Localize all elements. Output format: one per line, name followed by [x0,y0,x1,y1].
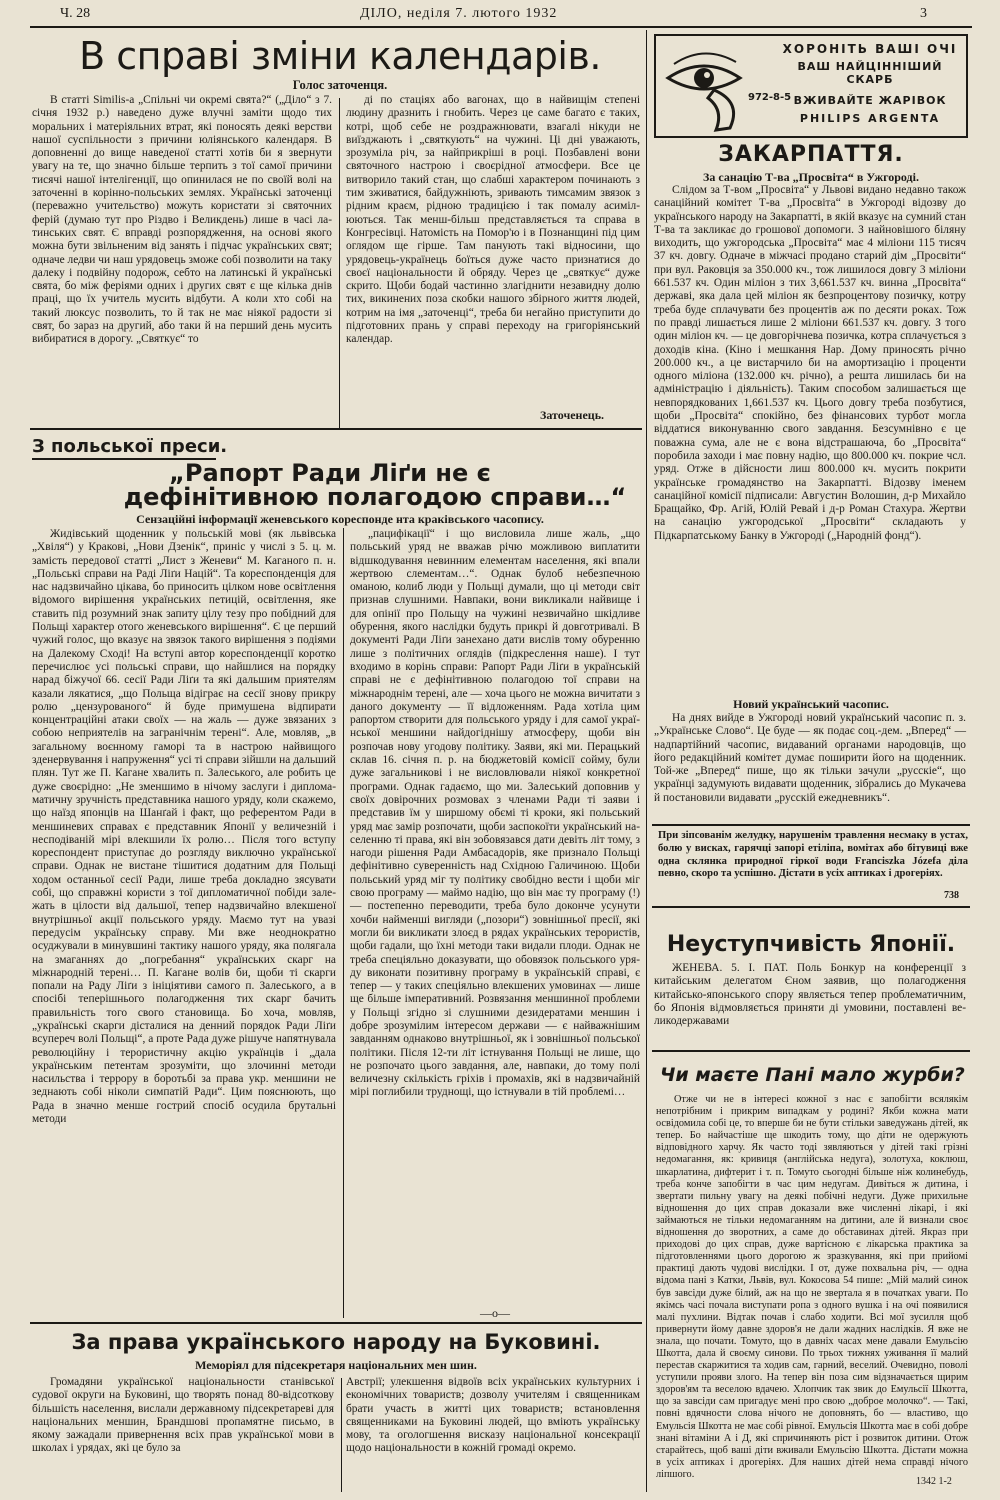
zakarpattia-title: ЗАКАРПАТТЯ. [718,142,904,167]
right-rule-3 [652,1050,970,1052]
scott-ad-code: 1342 1-2 [916,1476,952,1487]
league-article-title-line2: дефінітивною полагодою справи…“ [123,483,627,511]
philips-ad-line1: ХОРОНІТЬ ВАШІ ОЧІ [782,42,958,56]
right-rule-2 [652,906,970,908]
scott-ad-title: Чи маєте Пані мало журби? [660,1064,965,1086]
calendar-article-col1: В статті Similis-а „Спільні чи окремі свята?“ („Діло“ з 7. січня 1932 р.) наведено дуже влучні заміти щодо тих моральних і матеріяльних втрат, які поносять деякі верстви нашої суспільности з причини юліянського календаря. В доповненні до вище наведеної статті хотів би я звернути увагу на те, що значно більше терпить з тої самої причини тисячі нашої інтелігенції, що опинилася не по своїй волі на заточенні в корінно-польських землях. Українські заточенці (переважно учительство) можуть користати зі святочних ферій (думаю тут про Різдво і Великдень) лише в часі латинських свят. Є вправді розпорядження, на основі якого можна бути звільненим від занять і підчас українських свят; одначе ледви чи наш урядовець зможе собі позволити на таку далеку і подвійну подорож, себто на латинські й українські свята, бо між феріями одних і других свят є ще кілька днів праці, що їх учитель мусить відбути. А коли хто собі на такий люксус позволить, то й так не має ніякої радости зі свят, бо зараз на другий, або таки й на перший день мусить вибиратися в дорогу. „Святкує“ то [32,94,332,346]
zakarpattia-sub2: Новий український часопис. [733,697,889,711]
zakarpattia-body2: На днях вийде в Ужгороді новий український часопис п. з. „Українське Слово“. Це буде — як подає соц.-дем. „Вперед“ — надпартійний часопис, видаваний органами народовців, що його редакційний комітет думає поширити його на щоденник. Той-же „Вперед“ пише, що як тільки зачули „русскіе“, що українці задумують видавати щоденник, зібрались до Мукачева й постановили видавати „русскій ежедневникъ“. [654,712,966,804]
section-rule-1 [30,428,642,430]
calendar-article-signature: Заточенець. [540,408,605,422]
philips-ad-line2: ВАШ НАЙЦІННІШИЙ СКАРБ [797,60,943,86]
calendar-article-title: В справі зміни календарів. [79,34,601,78]
philips-ad-line4: PHILIPS ARGENTA [799,112,941,125]
league-article-subtitle: Сензаційні інформації женевського кореспонде нта краківського часопису. [136,512,544,526]
calendar-article-subtitle: Голос заточенця. [292,78,388,92]
franz-ad-code: 738 [944,890,959,901]
league-article-divider: —o— [480,1306,510,1320]
bukovina-article-col1: Громадяни української національности станівської судової округи на Буковині, що творять понад 80-відсоткову більшість населення, вислали державному підсекретареві для національних меншин, Брандшові пропамятне письмо, в якому зажадали привернення всіх прав української мови в школах і урядах, які це було за [32,1376,334,1455]
issue-number: Ч. 28 [60,6,91,21]
zakarpattia-subtitle: За санацію Т-ва „Просвіта“ в Ужгороді. [703,170,919,184]
japan-body: ЖЕНЕВА. 5. І. ПАТ. Поль Бонкур на конференції з китайським делегатом Єном заявив, що полагодження китайсько-японського спору являється тепер проблематичним, бо Японія відмовляється приняти ді умовини, поставлені великодержавами [654,962,966,1028]
eye-bulb-illustration [664,40,744,134]
bukovina-article-title: За права українського народу на Буковині. [71,1330,601,1354]
masthead: ДІЛО, неділя 7. лютого 1932 [360,6,558,21]
column-divider-bottom [341,1378,342,1492]
bukovina-article-subtitle: Меморіял для підсекретаря національних мен шин. [195,1358,477,1372]
philips-ad-line3: ВЖИВАЙТЕ ЖАРІВОК [793,94,947,107]
eye-icon [664,40,744,134]
right-rule-1 [652,824,970,826]
header-rule [30,26,972,28]
bukovina-article-col2: Австрії; улекшення відвоїв всіх українських культурних і економічних товариств; дозволу учителям і священникам брати участь в житті цих товариств; встановлення священниками на Буковині людей, що вміють українську мову, та огологшення висказу національної консекрації щодо національности в кожній громаді окремо. [346,1376,640,1455]
japan-title: Неуступчивість Японії. [666,932,956,957]
scott-ad-body: Отже чи не в інтересі кожної з нас є запобігти всялякім непотрібним і прикрим випадкам у родині? Якби кожна мати освідомила собі це, то вперше би не бути стільки заведужань дітей, як тепер. Бо найчастіше ще шкодить тому, що діти не одержують відповідного харчу. Як часто тоді зявляються у дітей такі грізні недомагання, як: кривиця (англійська недуга), золотуха, коклюш, шкарлатина, дифтерит і т. п. Томуто сьогодні більше ніж колинебудь, треба конче запобігти в час цим недугам. Дивіться ж дитина, і звертати пильну увагу на деякі побічні недуги. Дуже прихильне відношення до цих справ доказали вже численні лікарі, і які займаються не тільки недомаганням на дитини, але й визнали своє відношення до зворотних, а саме до обставинах дітей. Якраз при приходові до цих справ, дуже вартісною є лікарська практика за підготовленнями цього дорогою ж зразкування, які при прийомі практиці дають чудові вислідки. І от, дуже похвальна річ, — одна відома пані з Катки, Львів, вул. Кокосова 54 пише: „Мій малий синок був завсіди дуже білий, аж на що не звертала я в початках уваги. По якімсь часі почала виступати ропа з одного вушка і на очі появилися малі пухлини. Відтак почав і слабо ходити. Всі мої зусилля щоб привернути йому давне здоров'я не дали жадних наслідків. Я вже не знала, що почати. Томуто, що в давніх часах мене давали Емульсію Шкотта, дала й своєму синови. По трьох тижнях уживання її малий перестав скаржитися та ходив сам, гарний, веселий. Очевидно, поволі уступили прояви злого. На тепер він поза сим відзначається щирим здоров'ям та веселою вдачею. Хлопчик так звик до Емульсії Шкотта, що за завсіди сам пригадує мені про свою „доброе молочко“. — Такі, повні вдячности слова нічого не доповнять, бо — властиво, що Емульсія Шкотта не має собі рівної. Емульсія Шкотта має в собі добре знані вітаміни А і Д, які спричиняють ріст і розвиток дитини. Отож старайтесь, щоб ваші діти вживали Емульсію Шкотта. Дістати можна в усіх аптиках і дрогеріях. Для наших дітей нема справді нічого ліпшого. [656,1094,968,1480]
section-rule-2 [30,1322,642,1324]
polish-press-heading: З польської преси. [32,436,228,457]
column-divider-right [646,30,647,1492]
franz-ad-text: При зіпсованім желудку, нарушенім травлення несмаку в устах, болю у висках, гарячці запорі етіліпа, вомітах або бітувиці вже одна склянка природної гіркої води Franciszka Józefa діла певно, скоро та успішно. Дістати в усіх аптиках і дрогеріях. [658,830,968,880]
league-article-col1: Жидівський щоденник у польській мові (як львівська „Хвіля“) у Кракові, „Нови Дзенік“, приніс у числі з 5. ц. м. замість передової статті „Лист з Женеви“ М. Каганого п. н. „Польські справи на Раді Ліґи Націй“. Та кореспонденція для нас надзвичайно цікава, бо приносить цілком нове освітлення відомого вирішення українських петицій, освітлення, яке ставить під розумний знак запиту цілу тезу про побідний для Польщі характер отого женевського вирішення“. Є це перший чужий голос, що вказує на звязок такого вирішення з подіями на Далекому Сході! На вступі автор кореспонденції коротко перечислює усі польські справи, що найшлися на порядку нарад біжучої 66. сесії Ради Ліґи та які дальшим приятелям казали лякатися, „що Польща відіграє на сесії знову прикру ролю „цензурованого“ й буде примушена відпирати концентраційні атаки своїх — на жаль — дуже звязаних з собою неприятелів на загранічнім терені“. Але, мовляв, „в загальному воєнному гаморі та в настрою найвищого зденервування і напруження“ усі ті справи зійшли на дальший плян. Тут же П. Кагане хвалить п. Залеського, але робить це дуже своєрідно: „Не зменшимо в нічому заслуги і дипломаматичну зручність представника нашого уряду, коли скажемо, що наїзд японців на Шанґай і факт, що референтом Ради в меншиневих справах є представник Японії у величезній і несподіваній мірі влекшили їх ролю… Після того вступу кореспондент приступає до розгляду виключно української справи. Однак не вистане тішитися додатним для Польщі ходом останньої сесії Ради, лише треба докладно зясувати собі, що справжні користи з тої дипломатичної побіди залежать в цілости від дальшої, тепер надзвичайно влекшеної внутрішньої акції польського уряду. Маємо тут на увазі передусім українську справу. Ми вже неоднократно осуджували в минувшині тактику нашого уряду, яка полягала на змаганнях до „погребання“ українських скарг на міжнародній терені… П. Кагане волів би, щоби ті скарги попали на Раду Ліґи з ініціятиви самого п. Залеського, а в спосібі теперішнього полагодження тих скарг бачить правильність того свого становища. Бо хоча, мовляв, „українські скарги дісталися на денний порядок Ради Ліґи всупереч волі Польщі“, а проте Рада дуже рішуче напятнувала революційну і терористичну акцію українців і „дала українським петентам зрозуміти, що злочинні методи насильства і террору в боротьбі за права укр. меншини не зеднають собі ніколи симпатій Ради“. Цим пояснюють, що Рада в значно менше гострий спосіб осудила брутальні методи [32,528,336,1126]
column-divider-mid [343,528,344,1318]
league-article-title-line1: „Рапорт Ради Ліґи не є [169,459,491,487]
calendar-article-col2: ді по стаціях або вагонах, що в найвищім степені людину дразнить і гнобить. Через це саме багато є таких, котрі, щоб себе не роздражнювати, взагалі нікуди не виїзджають і „святкують“ на чужині. Ці дні уважають, зрозуміла річ, за найприкріші в році. Позбавлені вони святочного настрою і своєрідної атмосфери. Все це витворило такий стан, що слабші характером починають з тим зживатися, байдужніють, зривають тимсамим звязок з рідним краєм, рідною традицією і так помалу асимілюються. Так менш-більш представляється та справа в Конгресівці. Натомість на Помор'ю і в Познанщині під цим оглядом ще гірше. Там панують такі відносини, що урядовець-українець боїться дуже часто признатися до своєї національности й обряду. Через це „святкує“ дуже скрито. Щоби бодай частинно злагіднити незавидну долю тих, викинених поза скобки нашого збірного життя людей, котрим на імя „заточенці“, треба би негайно приступити до підготовних прань у справі переходу на григоріянський календар. [346,94,640,346]
column-divider-top [339,98,340,428]
league-article-col2: „пацифікації“ і що висловила лише жаль, „що польський уряд не вважав річю можливою виплатити відшкодування невинним елементам населення, які впали жертвою слементам…“. Однак булоб небезпечною оманою, колиб люди у Польщі думали, що ці методи світ признав слушними. Навпаки, вони викликали найвище і для опінії про Польщу на чужині незвичайно шкідливе обурення, якого наслідки будуть прикрі й довготривалі. В документі Ради Ліґи занехано дати вислів тому обуренню лише з політичних оглядів (підкреслення наше). І тут входимо в корінь справи: Рапорт Ради Ліґи в українській справі не є дефінітивною полагодою тої справи на міжнароднім терені, але — хоча цього не можна вичитати з даного документу — її відложенням. Рада хотіла цим рапортом створити для польського уряду і для самої української меншини найдогіднішу атмосферу, щоби він розпочав нову угодову політику. Заяви, які ми. Перацький склав 16. січня п. р. на бюджетовій комісії сойму, були дуже загальникові і не висловлювали ніякої конкретної програми. Однак гадаємо, що ми. Залеський доповнив у своїх довірочних розмовах з членами Ради ті заяви і представив їм у ширшому обємі ті кроки, які польський уряд має замір розпочати, щоби заспокоїти український населенню ті права, які він зобовязався дати девіть літ тому, з нагоди рішення Ради Амбасадорів, яке признало Польщі дефінітивно суверенність над Східною Галичиною. Щоби польський уряд міг ту політику свобідно вести і щоби міг свою програму — маймо надію, що він має ту програму (!) — постепенно переводити, треба було доконче усунути хочби найменші вигляди („позори“) зовнішньої пресії, які могли би викликати злоєд в рядах українських терористів, щоби гадали, що їхні методи таки видали плоди. Однак не треба спеціяльно доказувати, що обовязок польського уряду виконати позитивну програму в українській справі, є тепер — у таких спеціяльно влекшених умовинах — лише ще більше імперативний. Розвязання меншинної проблеми у Польщі згідно зі слушними дезидератами меншин і добре зрозумілим інтересом держави — є найважнішим завданням однаково внутрішньої, як і зовнішньої польської політики. Після 12-ти літ істнування Польщі не лише, що не розпочато цього завдання, але, навпаки, до тому полі величезну скількість гріхів і промахів, які в надзвичайній мірі поглибили труднощі, що істнували в тій проблемі… [350,528,640,1099]
philips-ad [654,34,968,138]
page-number: 3 [920,6,927,21]
philips-ad-code: 972-8-5 [748,92,792,103]
zakarpattia-body: Слідом за Т-вом „Просвіта“ у Львові видано недавно також санаційний комітет Т-ва „Просвіта“ в Ужгороді відозву до українського народу на Закарпатті, в якій вказує на сумний стан Т-ва та закликає до грошової допомоги. З найновішого біляну виходить, що ужгородська „Просвіта“ має 4 міліони 115 тисяч 37 кч. довгу. Одначе в міжчасі продано старий дім „Просвіти“ при вул. Раковція за 350.000 кч., тож лишилося довгу 3 міліони 661.537 кч. Один міліон з тих 3,661.537 кч. винна „Просвіта“ державі, яка дала цей міліон як безпроцентову позичку, котру треба буде сплачувати без процентів аж по десяти роках. Тож по правді лишається лише 2 міліони 661.537 кч. довгу. З того один міліон кч. — це довгорічнева позичка, котра сплачується з доходів кіна. (Кіно і мешкання Нар. Дому приносять річно 200.000 кч., а це вистарчило би на амортизацію і проценти одного міліона (132.000 кч. річно), а решта лишилась би на адміністрацію і діяльність). Таким способом залишається ще невпорядкованих 1,661.537 кч. Цього довгу треба позбутися, щоби „Просвіта“ спокійно, без фінансових турбот могла віддатися виконуванню свого завдання. Безсумнівно є це поважна сума, але не є вона відстрашаюча, бо „Просвіта“ поробила заходи і має повну надію, що 800.000 кч. покрие чсл. уряд. Отже в дійсности лиш 800.000 кч. мусить покрити українське громадянство на Закарпатті. Відозву іменем санаційної комісії підписали: Августин Волошин, д-р Михайло Бращайко, Фр. Агій, Юлій Ревай і д-р Роман Стахура. Жертви на санацію ужгородської „Просвіти“ складають у Підкарпатському Банку в Ужгороді („Народній фонд“). [654,184,966,542]
